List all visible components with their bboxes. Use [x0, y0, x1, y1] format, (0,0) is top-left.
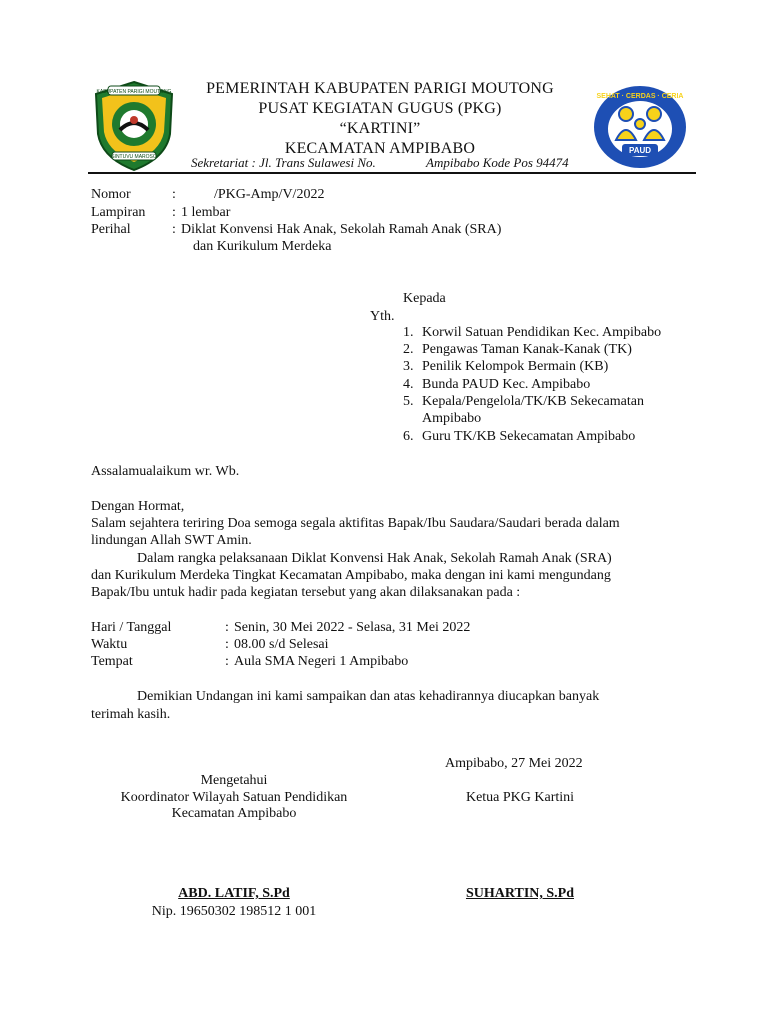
yth-label: Yth. — [370, 309, 395, 324]
letterhead-rule — [88, 172, 696, 174]
header-line-1: PEMERINTAH KABUPATEN PARIGI MOUTONG — [206, 80, 554, 97]
left-signatory-line-3: Kecamatan Ampibabo — [171, 806, 297, 821]
perihal-sep: : — [172, 222, 176, 237]
closing-line-2: terimah kasih. — [91, 707, 171, 722]
secretariat-address: Sekretariat : Jl. Trans Sulawesi No. — [191, 155, 376, 170]
recipient-text: Kepala/Pengelola/TK/KB Sekecamatan — [422, 394, 644, 409]
recipient-text: Pengawas Taman Kanak-Kanak (TK) — [422, 342, 632, 357]
right-signatory-name: SUHARTIN, S.Pd — [465, 886, 575, 901]
left-signatory-line-1: Mengetahui — [200, 773, 268, 788]
left-signatory-nip: Nip. 19650302 198512 1 001 — [151, 904, 317, 919]
recipient-num: 2. — [403, 342, 414, 357]
recipient-num: 5. — [403, 394, 414, 409]
recipient-text: Penilik Kelompok Bermain (KB) — [422, 359, 609, 374]
closing-line-1: Demikian Undangan ini kami sampaikan dan atas kehadirannya diucapkan banyak — [137, 689, 600, 704]
paragraph-1-line-2: lindungan Allah SWT Amin. — [91, 533, 252, 548]
header-line-4: KECAMATAN AMPIBABO — [284, 140, 476, 157]
left-logo-banner: KABUPATEN PARIGI MOUTONG — [96, 89, 172, 95]
lampiran-value: 1 lembar — [181, 205, 231, 220]
left-signatory-name: ABD. LATIF, S.Pd — [178, 886, 290, 901]
header-line-2: PUSAT KEGIATAN GUGUS (PKG) — [258, 100, 502, 117]
hormat: Dengan Hormat, — [91, 499, 185, 514]
lampiran-sep: : — [172, 205, 176, 220]
parigi-moutong-logo — [90, 78, 178, 172]
event-sep: : — [225, 654, 229, 669]
perihal-value-2: dan Kurikulum Merdeka — [193, 239, 332, 254]
recipient-num: 6. — [403, 429, 414, 444]
event-sep: : — [225, 637, 229, 652]
kepada-label: Kepada — [403, 291, 446, 306]
nomor-label: Nomor — [91, 187, 131, 202]
place-date: Ampibabo, 27 Mei 2022 — [445, 756, 583, 771]
right-signatory-title: Ketua PKG Kartini — [465, 790, 575, 805]
paragraph-1-line-1: Salam sejahtera teriring Doa semoga segala aktifitas Bapak/Ibu Saudara/Saudari berada dalam — [91, 516, 620, 531]
left-logo-ribbon: SINTUVU MAROSO — [111, 154, 157, 160]
event-value: Aula SMA Negeri 1 Ampibabo — [234, 654, 409, 669]
postal-code: Ampibabo Kode Pos 94474 — [426, 155, 569, 170]
event-label: Tempat — [91, 654, 133, 669]
event-label: Waktu — [91, 637, 128, 652]
right-logo-text: PAUD — [628, 146, 652, 155]
lampiran-label: Lampiran — [91, 205, 146, 220]
event-value: 08.00 s/d Selesai — [234, 637, 329, 652]
recipient-text: Ampibabo — [422, 411, 482, 426]
greeting: Assalamualaikum wr. Wb. — [91, 464, 240, 479]
header-line-3: “KARTINI” — [339, 120, 421, 137]
nomor-sep: : — [172, 187, 176, 202]
paud-logo — [592, 84, 688, 170]
left-signatory-line-2: Koordinator Wilayah Satuan Pendidikan — [120, 790, 348, 805]
paragraph-2-line-1: Dalam rangka pelaksanaan Diklat Konvensi Hak Anak, Sekolah Ramah Anak (SRA) — [137, 551, 612, 566]
paragraph-2-line-2: dan Kurikulum Merdeka Tingkat Kecamatan Ampibabo, maka dengan ini kami mengundang — [91, 568, 611, 583]
recipient-num: 1. — [403, 325, 414, 340]
event-value: Senin, 30 Mei 2022 - Selasa, 31 Mei 2022 — [234, 620, 471, 635]
nomor-value: /PKG-Amp/V/2022 — [214, 187, 325, 202]
recipient-num: 4. — [403, 377, 414, 392]
recipient-text: Korwil Satuan Pendidikan Kec. Ampibabo — [422, 325, 662, 340]
recipient-text: Guru TK/KB Sekecamatan Ampibabo — [422, 429, 636, 444]
perihal-label: Perihal — [91, 222, 131, 237]
paragraph-2-line-3: Bapak/Ibu untuk hadir pada kegiatan tersebut yang akan dilaksanakan pada : — [91, 585, 521, 600]
right-logo-ring: SEHAT · CERDAS · CERIA — [596, 93, 684, 100]
recipient-num: 3. — [403, 359, 414, 374]
recipient-text: Bunda PAUD Kec. Ampibabo — [422, 377, 591, 392]
event-label: Hari / Tanggal — [91, 620, 172, 635]
event-sep: : — [225, 620, 229, 635]
perihal-value-1: Diklat Konvensi Hak Anak, Sekolah Ramah Anak (SRA) — [181, 222, 502, 237]
